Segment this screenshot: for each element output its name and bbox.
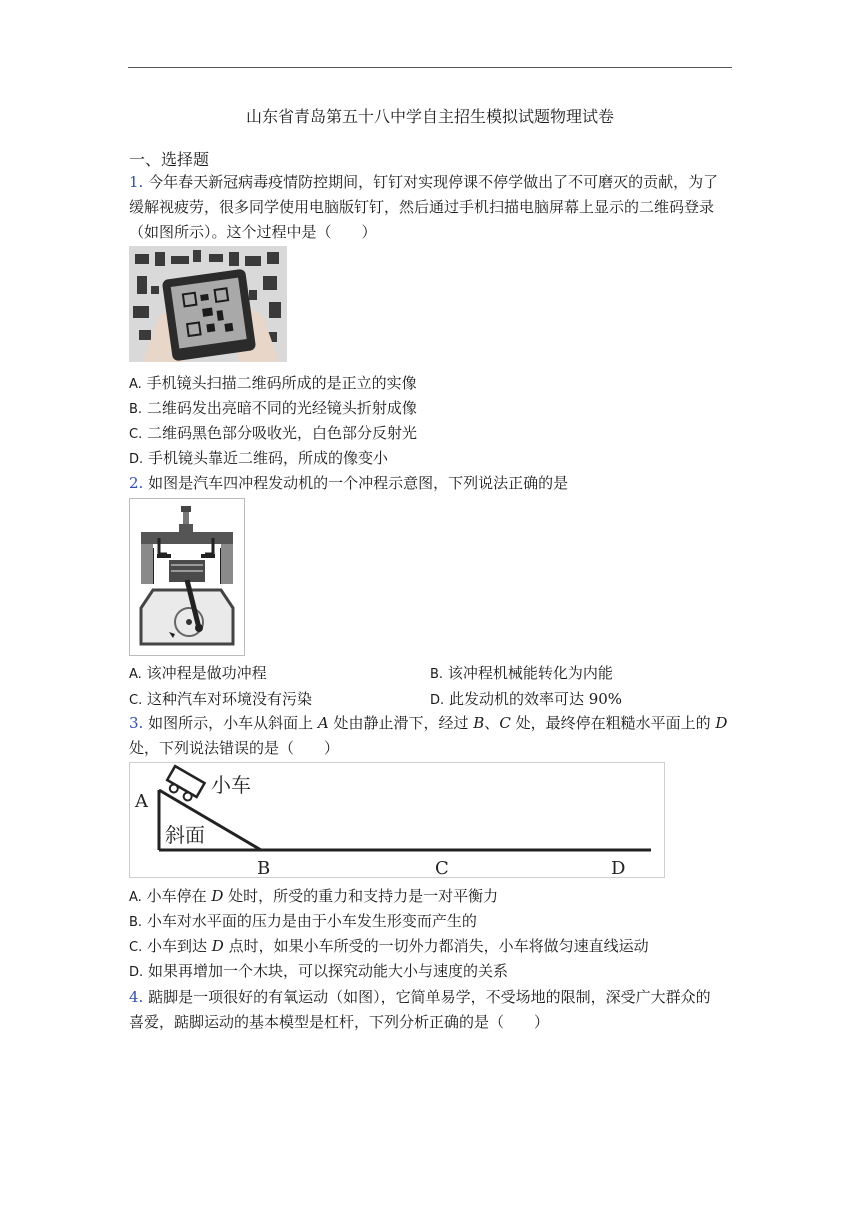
q2-option-b: B. 该冲程机械能转化为内能: [430, 664, 613, 682]
q3-option-c: C. 小车到达 D 点时，如果小车所受的一切外力都消失，小车将做匀速直线运动: [129, 937, 649, 955]
label-car: 小车: [211, 773, 251, 797]
q3-line1: 3. 如图所示，小车从斜面上 A 处由静止滑下，经过 B、C 处，最终停在粗糙水平面上的 D: [129, 714, 728, 732]
q1-text-line1: 今年春天新冠病毒疫情防控期间，钉钉对实现停课不停学做出了不可磨灭的贡献，为了: [148, 173, 719, 191]
label-d: D: [611, 858, 626, 878]
q1-line1: [129, 171, 718, 192]
q3-number: 3.: [129, 714, 144, 732]
header-rule: [128, 67, 732, 68]
q1-option-c: C. 二维码黑色部分吸收光，白色部分反射光: [129, 424, 418, 442]
q1-option-a: A. 手机镜头扫描二维码所成的是正立的实像: [129, 374, 417, 392]
q4-line2: 喜爱，踮脚运动的基本模型是杠杆，下列分析正确的是（ ）: [129, 1013, 550, 1031]
q3-option-a: A. 小车停在 D 处时，所受的重力和支持力是一对平衡力: [129, 887, 499, 905]
q3-line2: 处，下列说法错误的是（ ）: [129, 739, 340, 757]
q4-number: 4.: [129, 988, 144, 1006]
q2-option-c: C. 这种汽车对环境没有污染: [129, 690, 313, 708]
incline-figure: [129, 762, 665, 878]
q1-text-line3: （如图所示）。这个过程中是（ ）: [129, 223, 377, 241]
section-heading: 一、选择题: [129, 150, 210, 169]
label-b: B: [257, 858, 271, 878]
label-c: C: [435, 858, 449, 878]
q2-option-a: A. 该冲程是做功冲程: [129, 664, 267, 682]
q1-option-b: B. 二维码发出亮暗不同的光经镜头折射成像: [129, 399, 417, 417]
q3-option-d: D. 如果再增加一个木块，可以探究动能大小与速度的关系: [129, 962, 508, 980]
q1-text-line2: 缓解视疲劳，很多同学使用电脑版钉钉，然后通过手机扫描电脑屏幕上显示的二维码登录: [129, 198, 715, 216]
engine-stroke-diagram: [129, 498, 245, 656]
q3-option-b: B. 小车对水平面的压力是由于小车发生形变而产生的: [129, 912, 477, 930]
q2-number: 2.: [129, 474, 144, 492]
label-a: A: [135, 791, 148, 812]
qr-scan-photo: [129, 246, 287, 362]
q2-option-d: D. 此发动机的效率可达 90%: [430, 690, 623, 708]
q4-line1: 4. 踮脚是一项很好的有氧运动（如图），它简单易学，不受场地的限制，深受广大群众的: [129, 988, 711, 1006]
q1-number: 1.: [129, 173, 144, 191]
page-title: 山东省青岛第五十八中学自主招生模拟试题物理试卷: [245, 107, 614, 126]
q1-option-d: D. 手机镜头靠近二维码，所成的像变小: [129, 449, 388, 467]
label-slope: 斜面: [165, 823, 205, 847]
q2-stem: 2. 如图是汽车四冲程发动机的一个冲程示意图，下列说法正确的是: [129, 474, 569, 492]
